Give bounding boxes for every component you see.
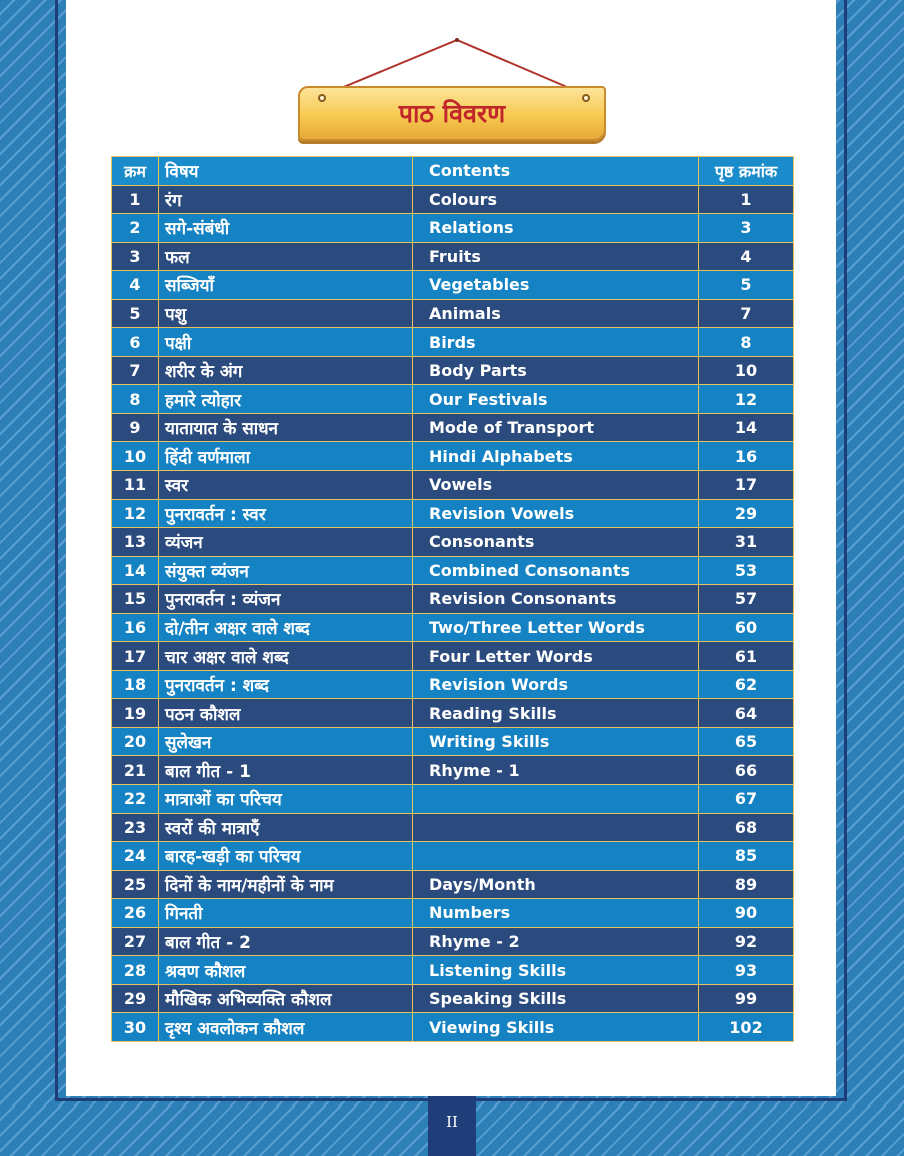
row-serial: 18 [112,670,159,699]
row-contents-english: Reading Skills [413,699,699,728]
row-subject-hindi: पुनरावर्तन : शब्द [159,670,413,699]
row-contents-english: Speaking Skills [413,984,699,1013]
table-row [112,385,794,414]
page-number: II [428,1096,476,1156]
row-subject-hindi: हमारे त्योहार [159,385,413,414]
row-page-number: 1 [699,185,794,214]
row-contents-english: Hindi Alphabets [413,442,699,471]
row-contents-english: Rhyme - 2 [413,927,699,956]
row-page-number: 12 [699,385,794,414]
row-subject-hindi: गिनती [159,899,413,928]
row-serial: 17 [112,642,159,671]
row-serial: 28 [112,956,159,985]
row-page-number: 5 [699,271,794,300]
row-subject-hindi: श्रवण कौशल [159,956,413,985]
table-row [112,528,794,557]
row-subject-hindi: बाल गीत - 1 [159,756,413,785]
row-page-number: 14 [699,413,794,442]
row-contents-english: Animals [413,299,699,328]
table-header-row [112,157,794,186]
row-serial: 6 [112,328,159,357]
row-contents-english: Two/Three Letter Words [413,613,699,642]
row-subject-hindi: सुलेखन [159,727,413,756]
row-page-number: 65 [699,727,794,756]
row-contents-english: Fruits [413,242,699,271]
row-subject-hindi: यातायात के साधन [159,413,413,442]
table-row [112,442,794,471]
page-title: पाठ विवरण [398,99,506,128]
row-page-number: 3 [699,214,794,243]
row-page-number: 60 [699,613,794,642]
table-row [112,699,794,728]
row-serial: 2 [112,214,159,243]
row-contents-english: Rhyme - 1 [413,756,699,785]
row-contents-english: Relations [413,214,699,243]
table-row [112,585,794,614]
row-page-number: 62 [699,670,794,699]
row-contents-english [413,842,699,871]
table-row [112,185,794,214]
row-serial: 16 [112,613,159,642]
row-subject-hindi: चार अक्षर वाले शब्द [159,642,413,671]
row-contents-english: Four Letter Words [413,642,699,671]
table-row [112,471,794,500]
row-subject-hindi: दो/तीन अक्षर वाले शब्द [159,613,413,642]
row-serial: 23 [112,813,159,842]
row-serial: 3 [112,242,159,271]
row-page-number: 102 [699,1013,794,1042]
table-row [112,984,794,1013]
row-page-number: 66 [699,756,794,785]
row-serial: 11 [112,471,159,500]
row-contents-english: Our Festivals [413,385,699,414]
row-page-number: 31 [699,528,794,557]
row-subject-hindi: हिंदी वर्णमाला [159,442,413,471]
row-subject-hindi: व्यंजन [159,528,413,557]
row-subject-hindi: मौखिक अभिव्यक्ति कौशल [159,984,413,1013]
row-subject-hindi: मात्राओं का परिचय [159,785,413,814]
row-serial: 24 [112,842,159,871]
table-row [112,727,794,756]
row-contents-english [413,813,699,842]
table-row [112,242,794,271]
row-page-number: 93 [699,956,794,985]
row-subject-hindi: बाल गीत - 2 [159,927,413,956]
table-row [112,556,794,585]
table-row [112,356,794,385]
row-subject-hindi: फल [159,242,413,271]
row-serial: 13 [112,528,159,557]
header-serial: क्रम [112,157,159,186]
row-contents-english: Combined Consonants [413,556,699,585]
row-page-number: 89 [699,870,794,899]
row-page-number: 4 [699,242,794,271]
row-page-number: 7 [699,299,794,328]
header-contents: Contents [413,157,699,186]
row-page-number: 68 [699,813,794,842]
table-row [112,670,794,699]
row-serial: 21 [112,756,159,785]
row-contents-english: Mode of Transport [413,413,699,442]
table-row [112,413,794,442]
row-serial: 26 [112,899,159,928]
header-subject: विषय [159,157,413,186]
row-page-number: 8 [699,328,794,357]
table-body [112,185,794,1041]
row-page-number: 92 [699,927,794,956]
row-subject-hindi: दिनों के नाम/महीनों के नाम [159,870,413,899]
row-serial: 4 [112,271,159,300]
row-contents-english [413,785,699,814]
row-contents-english: Days/Month [413,870,699,899]
row-page-number: 85 [699,842,794,871]
row-serial: 30 [112,1013,159,1042]
nail-icon [318,94,326,102]
row-contents-english: Birds [413,328,699,357]
row-subject-hindi: पशु [159,299,413,328]
row-contents-english: Listening Skills [413,956,699,985]
row-serial: 5 [112,299,159,328]
table-row [112,756,794,785]
row-serial: 27 [112,927,159,956]
row-serial: 8 [112,385,159,414]
row-serial: 7 [112,356,159,385]
row-serial: 10 [112,442,159,471]
table-row [112,870,794,899]
table-row [112,613,794,642]
table-row [112,328,794,357]
row-serial: 25 [112,870,159,899]
row-page-number: 53 [699,556,794,585]
row-page-number: 10 [699,356,794,385]
table-row [112,271,794,300]
row-page-number: 29 [699,499,794,528]
table-row [112,785,794,814]
row-subject-hindi: दृश्य अवलोकन कौशल [159,1013,413,1042]
table-row [112,499,794,528]
header-page-number: पृष्ठ क्रमांक [699,157,794,186]
row-serial: 14 [112,556,159,585]
row-contents-english: Consonants [413,528,699,557]
row-subject-hindi: पुनरावर्तन : स्वर [159,499,413,528]
row-serial: 29 [112,984,159,1013]
row-contents-english: Vegetables [413,271,699,300]
row-subject-hindi: पुनरावर्तन : व्यंजन [159,585,413,614]
table-row [112,214,794,243]
table-row [112,813,794,842]
row-serial: 22 [112,785,159,814]
row-page-number: 67 [699,785,794,814]
row-contents-english: Numbers [413,899,699,928]
row-serial: 1 [112,185,159,214]
row-subject-hindi: सगे-संबंधी [159,214,413,243]
row-contents-english: Revision Vowels [413,499,699,528]
table-row [112,956,794,985]
contents-table [111,156,794,1042]
row-page-number: 17 [699,471,794,500]
row-contents-english: Revision Consonants [413,585,699,614]
table-row [112,1013,794,1042]
nail-icon [582,94,590,102]
row-page-number: 99 [699,984,794,1013]
row-subject-hindi: स्वरों की मात्राएँ [159,813,413,842]
row-contents-english: Vowels [413,471,699,500]
row-page-number: 57 [699,585,794,614]
row-contents-english: Viewing Skills [413,1013,699,1042]
row-subject-hindi: स्वर [159,471,413,500]
title-signboard [298,86,606,141]
row-subject-hindi: सब्जियाँ [159,271,413,300]
row-subject-hindi: पठन कौशल [159,699,413,728]
row-contents-english: Body Parts [413,356,699,385]
row-page-number: 64 [699,699,794,728]
row-page-number: 16 [699,442,794,471]
row-serial: 19 [112,699,159,728]
row-contents-english: Writing Skills [413,727,699,756]
row-serial: 15 [112,585,159,614]
table-row [112,927,794,956]
row-serial: 12 [112,499,159,528]
row-serial: 20 [112,727,159,756]
row-page-number: 61 [699,642,794,671]
row-serial: 9 [112,413,159,442]
row-subject-hindi: रंग [159,185,413,214]
row-contents-english: Revision Words [413,670,699,699]
row-page-number: 90 [699,899,794,928]
row-subject-hindi: शरीर के अंग [159,356,413,385]
table-row [112,299,794,328]
table-row [112,842,794,871]
row-subject-hindi: पक्षी [159,328,413,357]
table-row [112,642,794,671]
row-subject-hindi: संयुक्त व्यंजन [159,556,413,585]
row-contents-english: Colours [413,185,699,214]
row-subject-hindi: बारह-खड़ी का परिचय [159,842,413,871]
table-row [112,899,794,928]
